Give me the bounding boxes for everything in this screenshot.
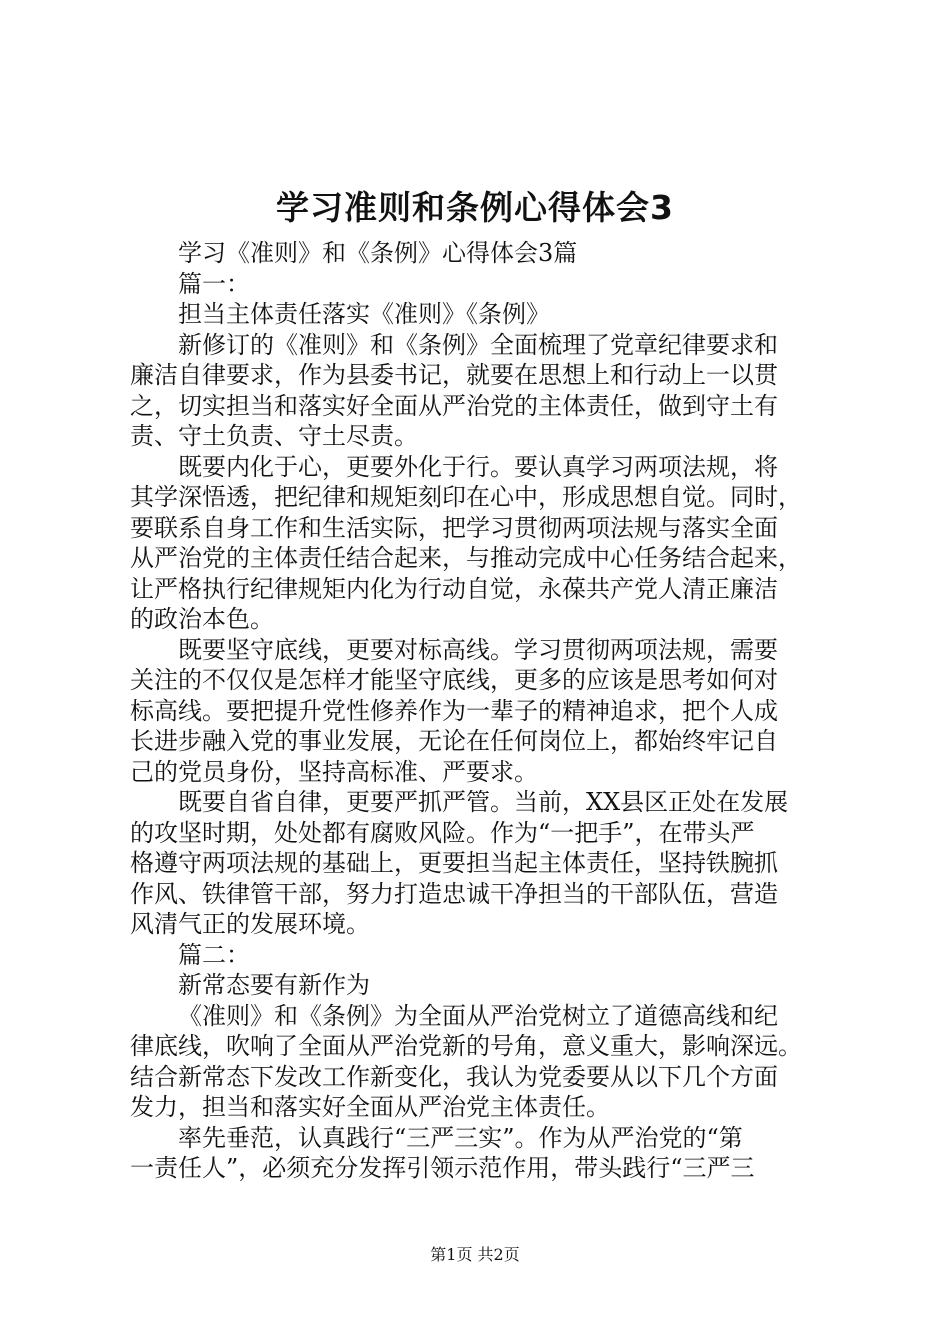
text-line: 律底线，吹响了全面从严治党新的号角，意义重大，影响深远。 (130, 1032, 802, 1060)
document-title: 学习准则和条例心得体会3 (276, 188, 674, 227)
text-line: 担当主体责任落实《准则》《条例》 (178, 300, 550, 328)
text-line: 要联系自身工作和生活实际，把学习贯彻两项法规与落实全面 (130, 513, 778, 542)
text-line: 篇二： (178, 940, 250, 969)
text-line: 学习《准则》和《条例》心得体会3篇 (178, 239, 578, 267)
text-line: 作风、铁律管干部，努力打造忠诚干净担当的干部队伍，营造 (130, 879, 778, 908)
text-line: 的政治本色。 (130, 605, 274, 633)
text-line: 己的党员身份，坚持高标准、严要求。 (130, 757, 538, 786)
text-line: 篇一： (178, 269, 250, 298)
text-line: 格遵守两项法规的基础上，更要担当起主体责任，坚持铁腕抓 (130, 849, 778, 877)
text-line: 其学深悟透，把纪律和规矩刻印在心中，形成思想自觉。同时， (130, 483, 802, 511)
text-line: 新常态要有新作为 (178, 971, 370, 999)
text-line: 标高线。要把提升党性修养作为一辈子的精神追求，把个人成 (130, 696, 778, 725)
text-line: 《准则》和《条例》为全面从严治党树立了道德高线和纪 (178, 1001, 778, 1030)
text-line: 的攻坚时期，处处都有腐败风险。作为“一把手”，在带头严 (130, 818, 755, 847)
text-line: 一责任人”，必须充分发挥引领示范作用，带头践行“三严三 (130, 1154, 755, 1182)
text-line: 长进步融入党的事业发展，无论在任何岗位上，都始终牢记自 (130, 727, 778, 755)
text-line: 责、守土负责、守土尽责。 (130, 422, 418, 450)
text-line: 从严治党的主体责任结合起来，与推动完成中心任务结合起来， (130, 544, 802, 572)
text-line: 既要自省自律，更要严抓严管。当前，XX县区正处在发展 (178, 788, 789, 816)
text-line: 让严格执行纪律规矩内化为行动自觉，永葆共产党人清正廉洁 (130, 574, 778, 603)
text-line: 既要内化于心，更要外化于行。要认真学习两项法规，将 (178, 452, 778, 481)
text-line: 结合新常态下发改工作新变化，我认为党委要从以下几个方面 (130, 1062, 778, 1091)
text-line: 发力，担当和落实好全面从严治党主体责任。 (130, 1093, 610, 1121)
page-footer: 第1页 共2页 (430, 1245, 520, 1264)
text-line: 廉洁自律要求，作为县委书记，就要在思想上和行动上一以贯 (130, 361, 778, 389)
text-line: 率先垂范，认真践行“三严三实”。作为从严治党的“第 (178, 1123, 743, 1152)
document-body (130, 238, 830, 1184)
text-line: 既要坚守底线，更要对标高线。学习贯彻两项法规，需要 (178, 635, 778, 664)
text-line: 风清气正的发展环境。 (130, 910, 370, 938)
text-line: 之，切实担当和落实好全面从严治党的主体责任，做到守土有 (130, 391, 778, 420)
text-line: 新修订的《准则》和《条例》全面梳理了党章纪律要求和 (178, 330, 778, 359)
text-line: 关注的不仅仅是怎样才能坚守底线，更多的应该是思考如何对 (130, 666, 778, 694)
